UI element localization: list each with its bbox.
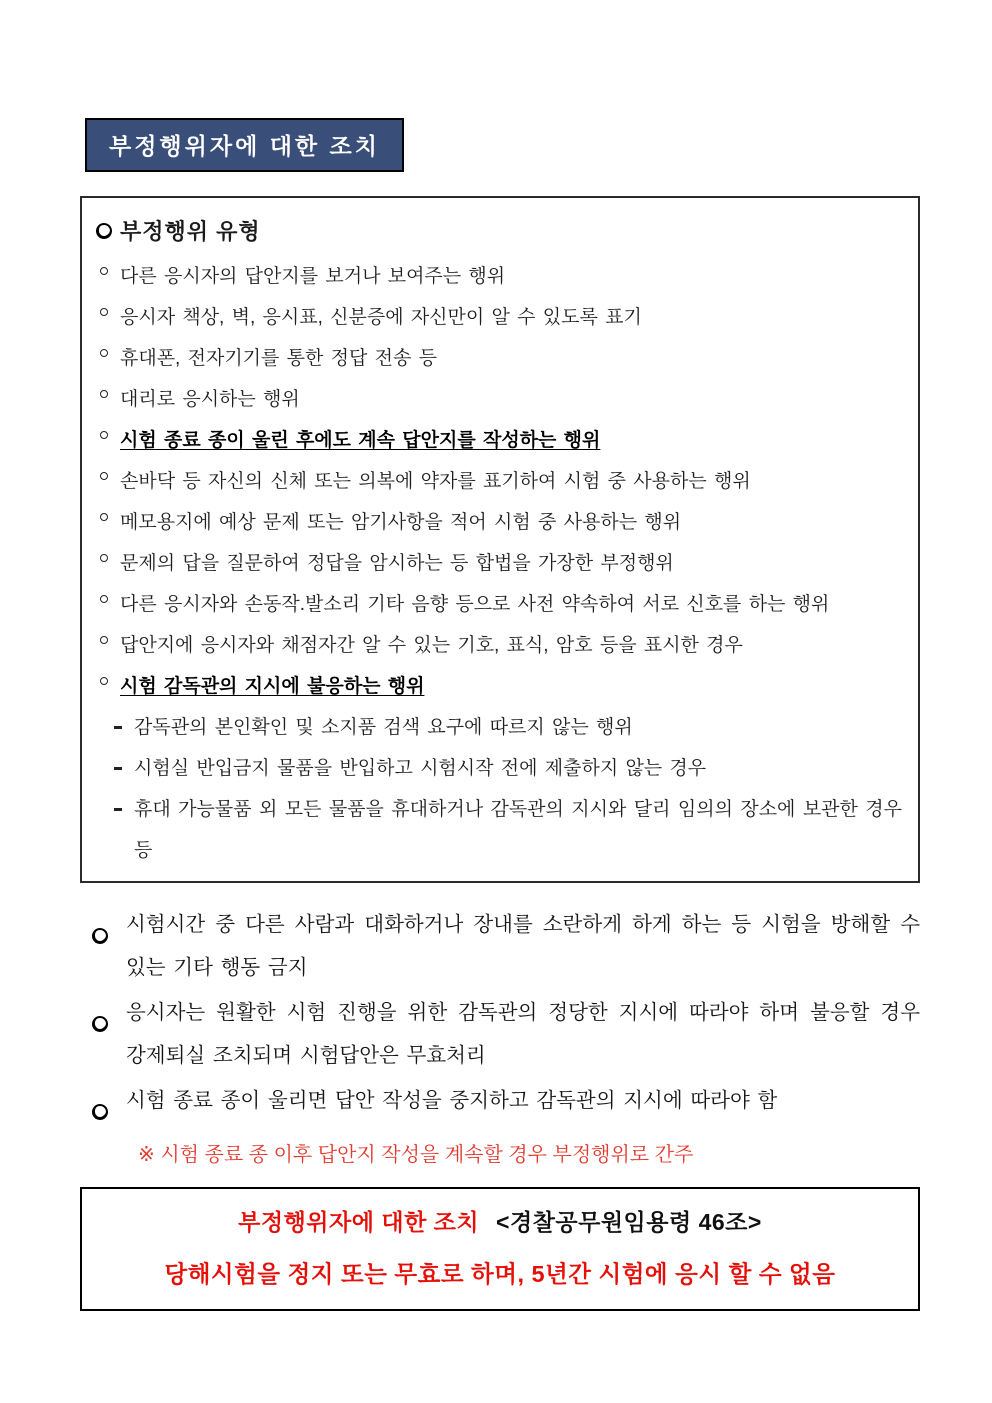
misconduct-item: 문제의 답을 질문하여 정답을 암시하는 등 합법을 가장한 부정행위 [96, 543, 902, 584]
misconduct-item: 응시자 책상, 벽, 응시표, 신분증에 자신만이 알 수 있도록 표기 [96, 297, 902, 338]
penalty-box-line1 [92, 1205, 908, 1239]
misconduct-subitem: 감독관의 본인확인 및 소지품 검색 요구에 따르지 않는 행위 [96, 707, 902, 748]
misconduct-heading-label: 부정행위 유형 [120, 219, 261, 244]
exam-rules-section [80, 903, 920, 1171]
penalty-box-line2: 당해시험을 정지 또는 무효로 하며, 5년간 시험에 응시 할 수 없음 [164, 1261, 836, 1287]
exam-rule-item: 시험시간 중 다른 사람과 대화하거나 장내를 소란하게 하게 하는 등 시험을 방해할 수 있는 기타 행동 금지 [92, 903, 920, 989]
misconduct-item: 휴대폰, 전자기기를 통한 정답 전송 등 [96, 338, 902, 379]
misconduct-item: 메모용지에 예상 문제 또는 암기사항을 적어 시험 중 사용하는 행위 [96, 502, 902, 543]
title-banner [85, 118, 404, 172]
ring-bullet-icon [92, 903, 126, 959]
title-banner-label: 부정행위자에 대한 조치 [109, 133, 380, 159]
ring-bullet-icon [92, 1079, 126, 1135]
misconduct-item-emphasized: 시험 종료 종이 울린 후에도 계속 답안지를 작성하는 행위 [96, 420, 902, 461]
misconduct-item: 다른 응시자와 손동작.발소리 기타 음향 등으로 사전 약속하여 서로 신호를 하는 행위 [96, 584, 902, 625]
misconduct-item: 손바닥 등 자신의 신체 또는 의복에 약자를 표기하여 시험 중 사용하는 행위 [96, 461, 902, 502]
misconduct-subitem: 휴대 가능물품 외 모든 물품을 휴대하거나 감독관의 지시와 달리 임의의 장소에 보관한 경우 등 [96, 789, 902, 871]
penalty-statute-reference: <경찰공무원임용령 46조> [496, 1209, 762, 1235]
misconduct-subitem: 시험실 반입금지 물품을 반입하고 시험시작 전에 제출하지 않는 경우 [96, 748, 902, 789]
red-warning-note: ※ 시험 종료 종 이후 답안지 작성을 계속할 경우 부정행위로 간주 [138, 1144, 694, 1166]
exam-rule-item: 시험 종료 종이 울리면 답안 작성을 중지하고 감독관의 지시에 따라야 함 [92, 1079, 920, 1135]
ring-bullet-icon [92, 991, 126, 1047]
penalty-box [80, 1187, 920, 1311]
misconduct-type-box [80, 196, 920, 883]
misconduct-item: 답안지에 응시자와 채점자간 알 수 있는 기호, 표식, 암호 등을 표시한 경우 [96, 625, 902, 666]
misconduct-box-heading [96, 210, 902, 254]
misconduct-item: 대리로 응시하는 행위 [96, 379, 902, 420]
exam-rule-item: 응시자는 원활한 시험 진행을 위한 감독관의 정당한 지시에 따라야 하며 불응할 경우 강제퇴실 조치되며 시험답안은 무효처리 [92, 991, 920, 1077]
misconduct-item: 다른 응시자의 답안지를 보거나 보여주는 행위 [96, 256, 902, 297]
ring-bullet-icon [96, 210, 120, 254]
misconduct-item-emphasized: 시험 감독관의 지시에 불응하는 행위 [96, 666, 902, 707]
penalty-title-red: 부정행위자에 대한 조치 [238, 1209, 480, 1235]
